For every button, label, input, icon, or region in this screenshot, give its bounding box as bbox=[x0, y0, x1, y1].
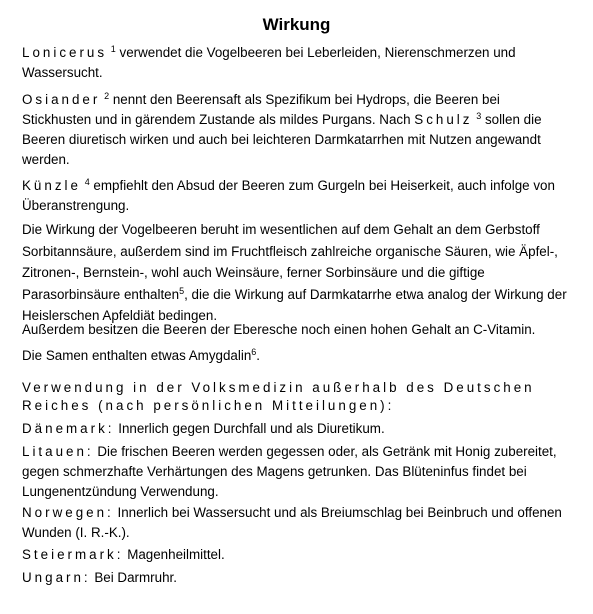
country-name: Norwegen: bbox=[22, 505, 114, 520]
country-name: Litauen: bbox=[22, 444, 94, 459]
author-name: Lonicerus bbox=[22, 45, 108, 60]
paragraph-text: , die die Wirkung auf Darmkatarrhe etwa analog der Wirkung der Heislerschen Apfeldiät bedingen. bbox=[22, 286, 567, 323]
entry-text: Bei Darmruhr. bbox=[90, 570, 177, 585]
section-heading: Verwendung in der Volksmedizin außerhalb des Deutschen Reiches (nach persönlichen Mitteilungen): bbox=[22, 380, 535, 413]
entry-text: Die frischen Beeren werden gegessen oder, als Getränk mit Honig zubereitet, gegen schmerzhafte Verhärtungen des Magens getrunken. Das Blüteninfus findet bei Lungenentzündung Verwendung. bbox=[22, 444, 557, 499]
paragraph-osiander bbox=[22, 90, 572, 170]
footnote-ref: 4 bbox=[84, 177, 90, 187]
entry-text: Innerlich bei Wassersucht und als Breiumschlag bei Beinbruch und offenen Wunden (I. R.-K.). bbox=[22, 505, 562, 540]
footnote-ref: 6 bbox=[251, 347, 257, 357]
paragraph-text: Außerdem besitzen die Beeren der Eberesche noch einen hohen Gehalt an C-Vitamin. bbox=[22, 322, 536, 337]
author-name: Schulz bbox=[414, 112, 473, 127]
entry-text: Magenheilmittel. bbox=[123, 547, 225, 562]
page-title: Wirkung bbox=[262, 15, 331, 34]
entry-steiermark bbox=[22, 545, 572, 565]
paragraph-wirkung bbox=[22, 219, 572, 327]
paragraph-samen bbox=[22, 346, 572, 366]
country-name: Dänemark: bbox=[22, 421, 115, 436]
footnote-ref: 3 bbox=[476, 111, 482, 121]
paragraph-text: nennt den Beerensaft als Spezifikum bei Hydrops, die Beeren bei Stickhusten und in gärendem Zustande als mildes Purgans. Nach bbox=[22, 92, 500, 127]
entry-norwegen bbox=[22, 503, 572, 543]
paragraph-text: empfiehlt den Absud der Beeren zum Gurgeln bei Heiserkeit, auch infolge von Überanstrengung. bbox=[22, 178, 555, 213]
entry-litauen bbox=[22, 442, 572, 502]
footnote-ref: 5 bbox=[179, 285, 185, 296]
footnote-ref: 1 bbox=[110, 44, 116, 54]
author-name: Osiander bbox=[22, 92, 101, 107]
paragraph-text: sollen die Beeren diuretisch wirken und auch bei leichteren Darmkatarrhen mit Nutzen angewandt werden. bbox=[22, 112, 542, 167]
paragraph-vitamin bbox=[22, 320, 572, 340]
footnote-ref: 2 bbox=[104, 91, 110, 101]
paragraph-kuenzle bbox=[22, 176, 572, 216]
country-name: Steiermark: bbox=[22, 547, 124, 562]
paragraph-text: Die Samen enthalten etwas Amygdalin bbox=[22, 348, 252, 363]
entry-text: Innerlich gegen Durchfall und als Diuretikum. bbox=[114, 421, 385, 436]
entry-daenemark bbox=[22, 419, 572, 439]
paragraph-text: Die Wirkung der Vogelbeeren beruht im wesentlichen auf dem Gehalt an dem Gerbstoff Sorbitannsäure, außerdem sind im Fruchtfleisch zahlreiche organische Säuren, wie Äpfel-, Zitronen-, Bernstein-, wohl auch Weinsäure, ferner Sorbinsäure und die giftige Parasorbinsäure enthalten bbox=[22, 222, 558, 302]
paragraph-lonicerus bbox=[22, 43, 572, 83]
entry-ungarn bbox=[22, 568, 572, 588]
author-name: Künzle bbox=[22, 178, 81, 193]
paragraph-text: . bbox=[256, 348, 261, 363]
paragraph-text: verwendet die Vogelbeeren bei Leberleiden, Nierenschmerzen und Wassersucht. bbox=[22, 45, 516, 80]
country-name: Ungarn: bbox=[22, 570, 91, 585]
